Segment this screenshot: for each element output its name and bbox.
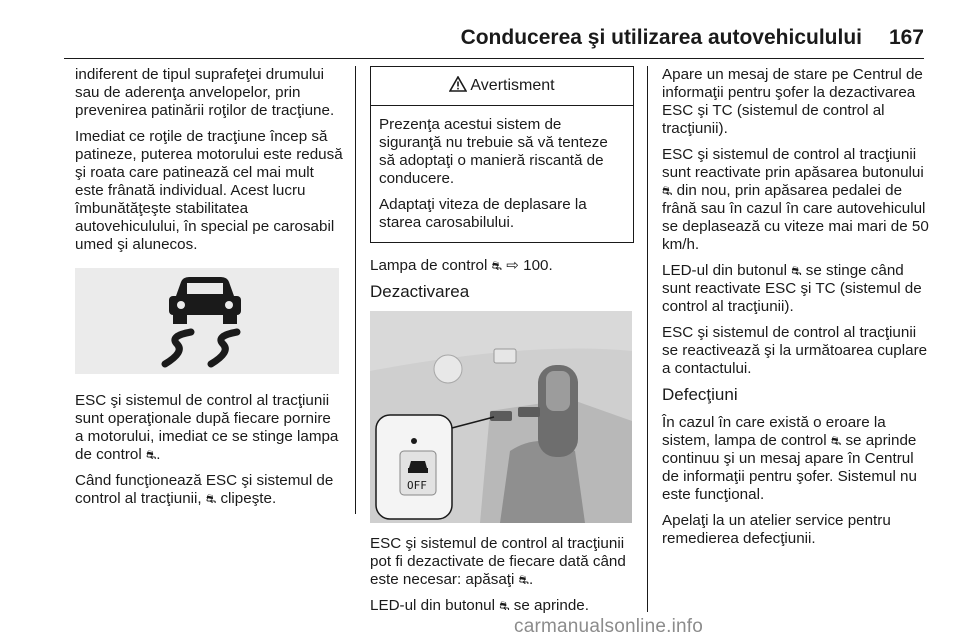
paragraph-text: se aprinde. [513,597,589,614]
paragraph-text: Lampa de control [370,257,488,274]
paragraph: Imediat ce roţile de tracţiune încep să patineze, puterea motorului este redusă şi roata care patinează cel mai mult este frânată individual. Acest lucru îmbunătăţeşte stabilitatea autovehiculului, în special pe carosabil umed şi alunecos. [75,128,343,253]
section-heading: Dezactivarea [370,282,470,301]
paragraph-text: Când funcţionează ESC şi sistemul de control al tracţiunii, [75,472,334,507]
paragraph-text: se stinge când sunt reactivate ESC şi TC (sistemul de control al tracţiunii). [662,262,922,315]
paragraph-text: LED-ul din butonul [370,597,495,614]
paragraph [662,146,930,254]
paragraph: Apare un mesaj de stare pe Centrul de informaţii pentru şofer la dezactivarea ESC şi TC (sistemul de control al tracţiunii). [662,66,923,137]
paragraph [370,257,634,275]
paragraph: Apelaţi la un atelier service pentru remedierea defecţiunii. [662,512,891,547]
paragraph-text: ESC şi sistemul de control al tracţiunii pot fi dezactivate de fiecare dată când este necesar: apăsaţi [370,535,626,588]
paragraph-text: În cazul în care există o eroare la sistem, lampa de control [662,414,886,449]
paragraph-text: din nou, prin apăsarea pedalei de frână sau în cazul în care autovehiculul se deplasează cu viteze mai mari de 50 km/h. [662,182,929,253]
paragraph: Prezenţa acestui sistem de siguranţă nu trebuie să vă tenteze să adoptaţi o manieră riscantă de conducere. [379,116,608,187]
paragraph [662,262,930,316]
warning-triangle-icon [449,76,467,97]
paragraph-text: ESC şi sistemul de control al tracţiunii sunt operaţionale după fiecare pornire a motorului, imediat ce se stinge lampa de control [75,392,339,463]
paragraph [370,597,634,615]
off-button-label: OFF [407,479,427,492]
warning-header [371,67,633,106]
chapter-title: Conducerea şi utilizarea autovehiculului [460,26,862,49]
column-left [75,66,343,516]
paragraph: Adaptaţi viteza de deplasare la starea carosabilului. [379,196,587,231]
reference-arrow-icon: ⇨ [506,257,519,274]
paragraph: indiferent de tipul suprafeţei drumului sau de aderenţa anvelopelor, prin prevenirea patinării roţilor de tracţiune. [75,66,335,119]
console-photo [370,311,632,523]
column-right [662,66,930,556]
paragraph-text: . [156,446,161,463]
esc-illustration [75,268,339,374]
esc-off-button-icon: ⛐ [662,184,673,198]
paragraph-text: clipeşte. [220,490,277,507]
esc-lamp-icon: ⛐ [205,492,217,506]
esc-skid-car-icon [157,274,253,368]
warning-body [371,106,633,242]
column-divider [647,66,648,612]
section-heading: Defecţiuni [662,385,738,404]
esc-lamp-icon: ⛐ [145,448,157,462]
paragraph: ESC şi sistemul de control al tracţiunii se reactivează şi la următoarea cuplare a contactului. [662,324,928,377]
column-middle [370,66,634,623]
header-rule [64,58,924,59]
page-number: 167 [888,26,924,49]
paragraph-text: . [528,571,534,588]
paragraph [662,414,930,504]
column-divider [355,66,356,514]
paragraph [370,535,634,589]
paragraph-text: se aprinde continuu şi un mesaj apare în Centrul de informaţii pentru şofer. Sistemul nu este funcţional. [662,432,917,503]
esc-lamp-icon: ⛐ [491,259,502,273]
esc-off-button-icon: ⛐ [499,599,510,613]
paragraph-text: ESC şi sistemul de control al tracţiunii sunt reactivate prin apăsarea butonului [662,146,924,181]
paragraph [75,472,343,508]
esc-off-button-icon: ⛐ [518,573,529,587]
warning-title: Avertisment [470,77,555,94]
paragraph-text: LED-ul din butonul [662,262,787,279]
watermark: carmanualsonline.info [514,616,704,637]
paragraph [75,392,343,464]
esc-off-button-icon: ⛐ [791,264,802,278]
warning-box [370,66,634,243]
page-header [64,22,924,62]
page-reference: 100. [523,257,553,274]
esc-lamp-icon: ⛐ [830,434,842,448]
